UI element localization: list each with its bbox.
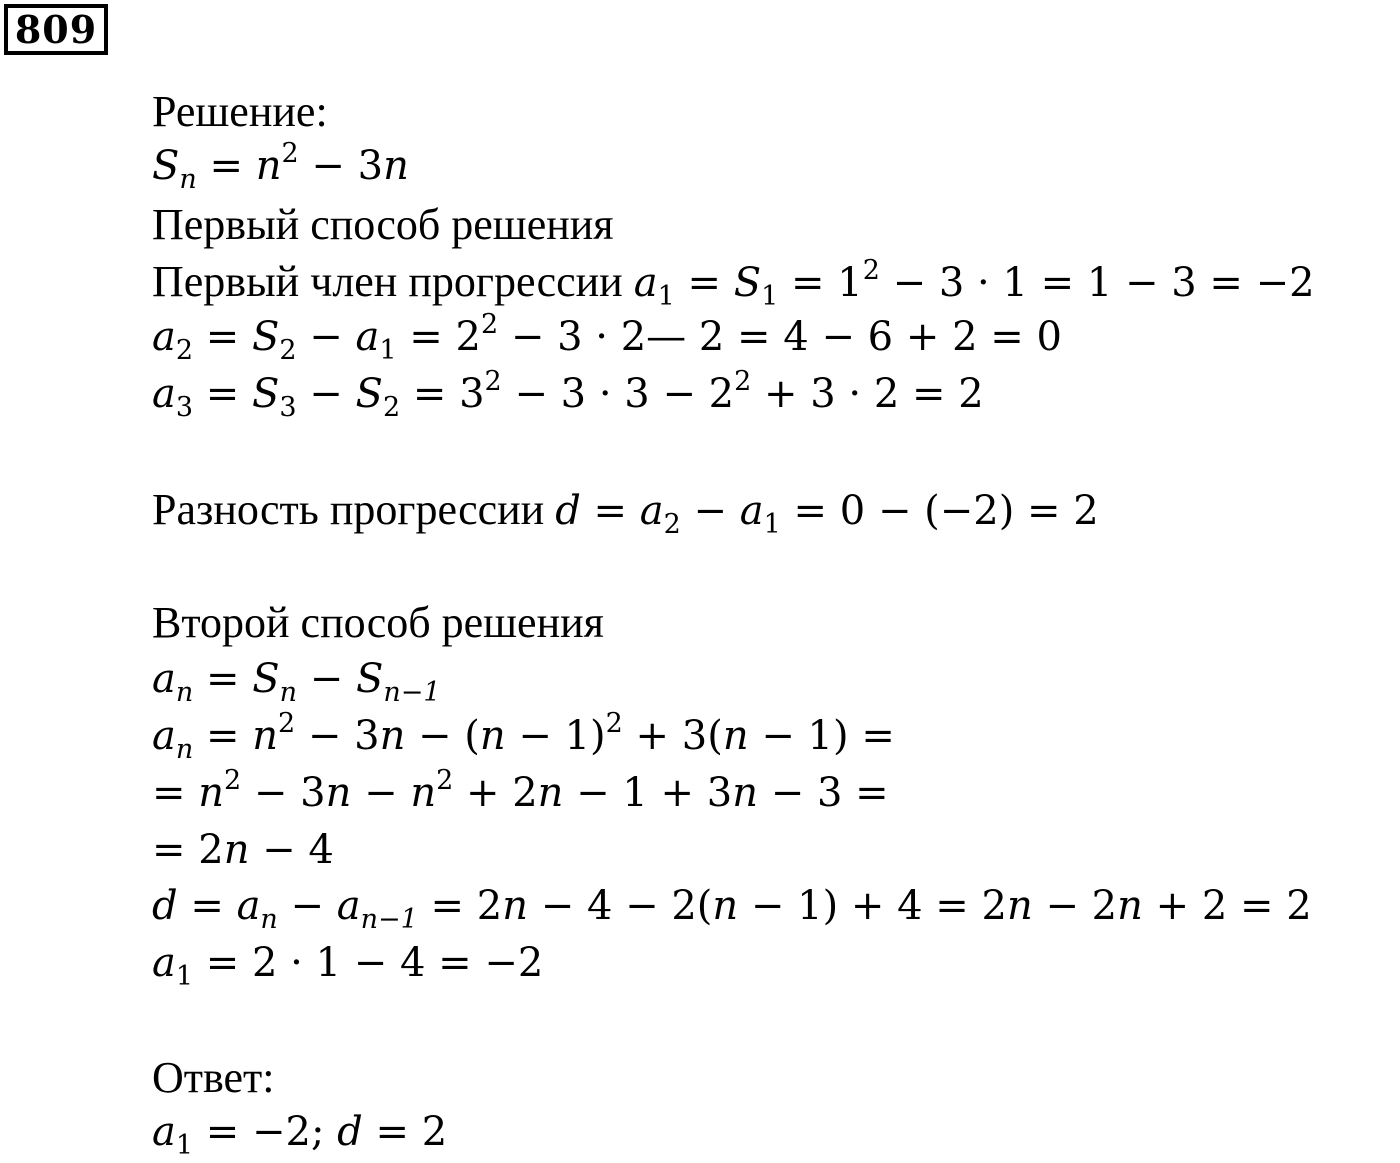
solution-heading: Решение: (152, 87, 328, 136)
method2-title: Второй способ решения (152, 598, 604, 647)
method2-line-2: $a_n = n^2 - 3n - (n - 1)^2 + 3(n - 1)$ = (152, 708, 895, 765)
a2-line: $a_2 = S_2 - a_1 = 2^2 - 3$ · 2— 2 = 4 − 6 + 2 = 0 (152, 309, 1062, 366)
method2-line-6: $a_1 = 2 \cdot 1 - 4 = -2$ (152, 940, 544, 992)
answer-label: Ответ: (152, 1053, 275, 1102)
method2-line-5: $d = a_n - a_{n-1} = 2n - 4 - 2(n - 1) + 4 = 2n - 2n + 2 = 2$ (152, 883, 1312, 935)
first-term-line: Первый член прогрессии $a_1 = S_1 = 1^2 - 3 \cdot 1 = 1 - 3 = -2$ (152, 255, 1315, 312)
difference-line: Разность прогрессии $d = a_2 - a_1 = 0 - (-2) = 2$ (152, 485, 1099, 540)
given-formula: $S_n = n^2 - 3n$ (152, 138, 409, 195)
method2-line-4: = 2n − 4 (152, 827, 334, 873)
method1-title: Первый способ решения (152, 200, 614, 249)
method2-line-1: $a_n = S_n - S_{n-1}$ (152, 656, 441, 708)
method2-line-3: = $n^2 - 3n - n^2 + 2n - 1 + 3n - 3$ = (152, 765, 889, 816)
problem-number-box: 809 (4, 4, 108, 55)
a3-line: $a_3 = S_3 - S_2 = 3^2 - 3 \cdot 3 - 2^2 + 3 \cdot 2 = 2$ (152, 366, 984, 423)
answer-line: $a_1 = -2$; d = 2 (152, 1109, 448, 1161)
